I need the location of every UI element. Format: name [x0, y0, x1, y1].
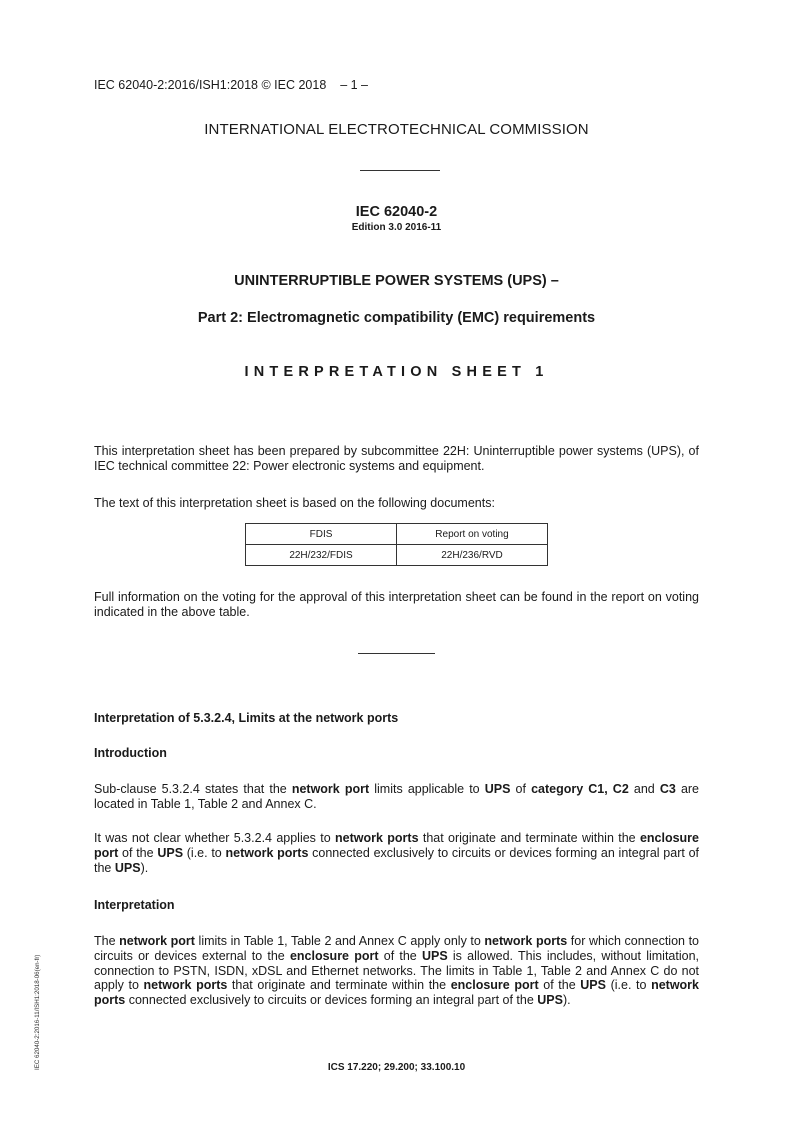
- table-row: [246, 545, 548, 566]
- table-header-fdis: FDIS: [246, 524, 397, 545]
- based-on-paragraph: The text of this interpretation sheet is based on the following documents:: [94, 496, 495, 510]
- introduction-heading: Introduction: [94, 746, 167, 760]
- table-cell-fdis: 22H/232/FDIS: [246, 545, 397, 566]
- side-reference: IEC 62040-2:2016-11/ISH1:2018-06(en-fr): [34, 954, 41, 1070]
- interpretation-paragraph: The network port limits in Table 1, Table 2 and Annex C apply only to network ports for which connection to circuits or devices external to the enclosure port of the UPS is allowed. This includes, without limitation, connection to PSTN, ISDN, xDSL and Ethernet networks. The limits in Table 1, Table 2 and Annex C do not apply to network ports that originate and terminate within the enclosure port of the UPS (i.e. to network ports connected exclusively to circuits or devices forming an integral part of the UPS).: [94, 934, 700, 1008]
- document-subtitle: Part 2: Electromagnetic compatibility (EMC) requirements: [197, 310, 596, 326]
- full-info-paragraph: Full information on the voting for the approval of this interpretation sheet can be found in the report on voting indicated in the above table.: [94, 590, 699, 619]
- table-cell-report: 22H/236/RVD: [397, 545, 548, 566]
- interpretation-heading: Interpretation: [94, 898, 175, 912]
- interpretation-title: Interpretation of 5.3.2.4, Limits at the network ports: [94, 711, 399, 725]
- voting-table: [245, 523, 548, 566]
- running-header: [94, 78, 368, 92]
- introduction-paragraph-1: Sub-clause 5.3.2.4 states that the network port limits applicable to UPS of category C1, C2 and C3 are located in Table 1, Table 2 and Annex C.: [94, 782, 700, 811]
- divider-middle: [358, 653, 435, 654]
- edition-line: Edition 3.0 2016-11: [351, 222, 442, 233]
- header-reference: IEC 62040-2:2016/ISH1:2018 © IEC 2018: [94, 78, 327, 92]
- page-number: – 1 –: [340, 78, 369, 92]
- ics-code: ICS 17.220; 29.200; 33.100.10: [327, 1062, 466, 1073]
- organization-name: INTERNATIONAL ELECTROTECHNICAL COMMISSION: [204, 121, 589, 138]
- document-title: UNINTERRUPTIBLE POWER SYSTEMS (UPS) –: [234, 273, 559, 289]
- standard-number: IEC 62040-2: [355, 204, 438, 220]
- document-type: INTERPRETATION SHEET 1: [244, 364, 549, 380]
- introduction-paragraph-2: It was not clear whether 5.3.2.4 applies to network ports that originate and terminate within the enclosure port of the UPS (i.e. to network ports connected exclusively to circuits or devices forming an integral part of the UPS).: [94, 831, 699, 875]
- divider-top: [360, 170, 440, 171]
- intro-paragraph: This interpretation sheet has been prepared by subcommittee 22H: Uninterruptible power systems (UPS), of IEC technical committee 22: Power electronic systems and equipment.: [94, 444, 699, 473]
- table-header-report: Report on voting: [397, 524, 548, 545]
- table-row: [246, 524, 548, 545]
